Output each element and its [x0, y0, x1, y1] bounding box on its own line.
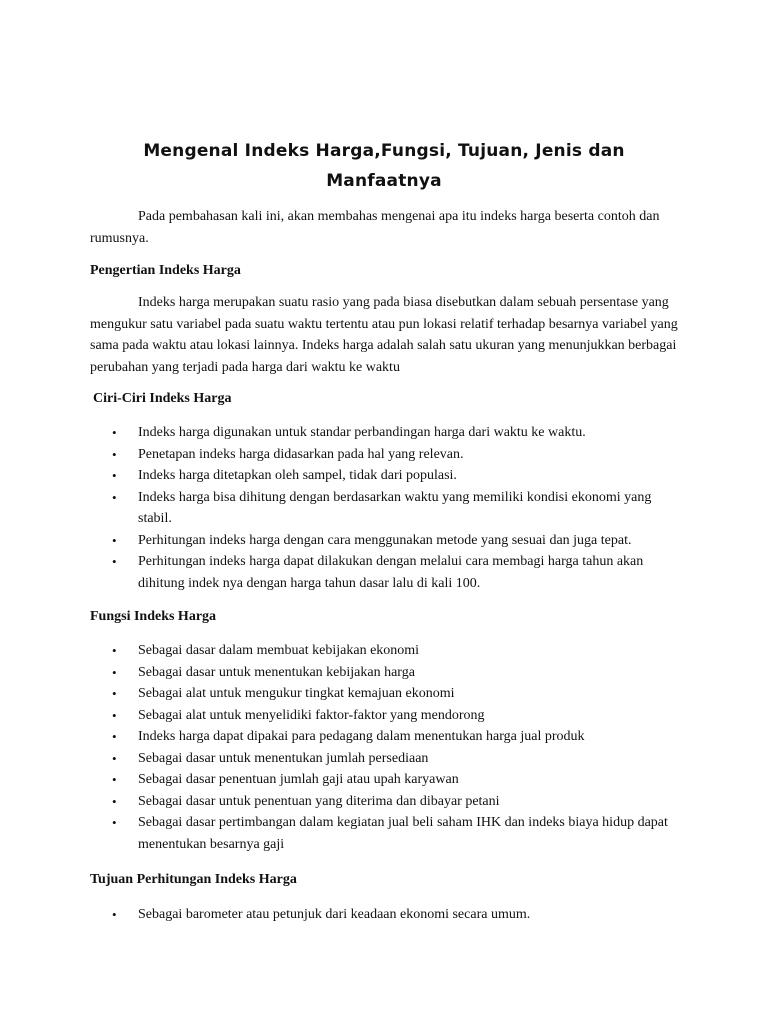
list-item-text: Sebagai dasar untuk menentukan kebijakan harga [138, 664, 415, 680]
list-item [112, 769, 680, 791]
bullet-icon: • [112, 793, 117, 809]
bullet-icon: • [112, 707, 117, 723]
list-item [112, 551, 680, 594]
heading-tujuan: Tujuan Perhitungan Indeks Harga [90, 872, 297, 887]
list-item-text: Sebagai dasar untuk menentukan jumlah persediaan [138, 750, 429, 766]
bullet-icon: • [112, 446, 117, 462]
list-item-text: Sebagai dasar untuk penentuan yang diterima dan dibayar petani [138, 793, 500, 809]
bullet-icon: • [112, 643, 117, 658]
list-item-text: Sebagai dasar pertimbangan dalam kegiatan jual beli saham IHK dan indeks biaya hidup dapat menentukan besarnya gaji [138, 815, 668, 852]
list-item [112, 487, 680, 530]
list-item [112, 640, 680, 662]
bullet-icon: • [112, 664, 117, 680]
list-item-text: Sebagai alat untuk mengukur tingkat kemajuan ekonomi [138, 686, 455, 701]
bullet-icon: • [112, 686, 117, 701]
bullet-icon: • [112, 772, 117, 787]
list-item-text: Penetapan indeks harga didasarkan pada hal yang relevan. [138, 446, 464, 462]
list-item-text: Indeks harga digunakan untuk standar perbandingan harga dari waktu ke waktu. [138, 425, 586, 440]
list-item [112, 444, 680, 466]
list-item [112, 748, 680, 770]
list-item [112, 530, 680, 552]
list-item-text: Sebagai alat untuk menyelidiki faktor-faktor yang mendorong [138, 707, 485, 723]
bullet-icon: • [112, 489, 117, 505]
pengertian-paragraph: Indeks harga merupakan suatu rasio yang pada biasa disebutkan dalam sebuah persentase yang mengukur satu variabel pada suatu waktu tertentu atau pun lokasi relatif terhadap besarnya variabel yang sama pada waktu atau lokasi lainnya. Indeks harga adalah salah satu ukuran yang menunjukkan berbagai perubahan yang terjadi pada harga dari waktu ke waktu [90, 295, 678, 375]
list-item-text: Sebagai dasar penentuan jumlah gaji atau upah karyawan [138, 772, 459, 787]
bullet-icon: • [112, 907, 117, 922]
list-item [112, 812, 680, 855]
intro-paragraph: Pada pembahasan kali ini, akan membahas mengenai apa itu indeks harga beserta contoh dan rumusnya. [90, 209, 660, 246]
list-item-text: Perhitungan indeks harga dapat dilakukan dengan melalui cara membagi harga tahun akan dihitung indek nya dengan harga tahun dasar lalu di kali 100. [138, 554, 644, 591]
list-item-text: Indeks harga ditetapkan oleh sampel, tidak dari populasi. [138, 468, 457, 483]
heading-pengertian: Pengertian Indeks Harga [90, 263, 241, 278]
heading-ciri: Ciri-Ciri Indeks Harga [93, 391, 232, 406]
list-item-text: Indeks harga bisa dihitung dengan berdasarkan waktu yang memiliki kondisi ekonomi yang stabil. [138, 489, 652, 526]
bullet-icon: • [112, 532, 117, 548]
list-item [112, 726, 680, 748]
bullet-icon: • [112, 815, 117, 830]
heading-fungsi: Fungsi Indeks Harga [90, 609, 217, 624]
list-item [112, 662, 680, 684]
list-item [112, 422, 680, 444]
list-item [112, 683, 680, 705]
fungsi-list [112, 640, 680, 855]
list-item-text: Sebagai dasar dalam membuat kebijakan ekonomi [138, 643, 420, 658]
list-item-text: Indeks harga dapat dipakai para pedagang dalam menentukan harga jual produk [138, 729, 585, 744]
bullet-icon: • [112, 750, 117, 766]
bullet-icon: • [112, 425, 117, 440]
list-item [112, 705, 680, 727]
ciri-list [112, 422, 680, 594]
list-item [112, 791, 680, 813]
bullet-icon: • [112, 729, 117, 744]
tujuan-list [112, 904, 680, 926]
bullet-icon: • [112, 554, 117, 569]
page-title: Mengenal Indeks Harga,Fungsi, Tujuan, Jenis dan Manfaatnya [143, 141, 625, 191]
list-item [112, 465, 680, 487]
list-item-text: Sebagai barometer atau petunjuk dari keadaan ekonomi secara umum. [138, 907, 531, 922]
bullet-icon: • [112, 468, 117, 483]
list-item [112, 904, 680, 926]
list-item-text: Perhitungan indeks harga dengan cara menggunakan metode yang sesuai dan juga tepat. [138, 532, 632, 548]
